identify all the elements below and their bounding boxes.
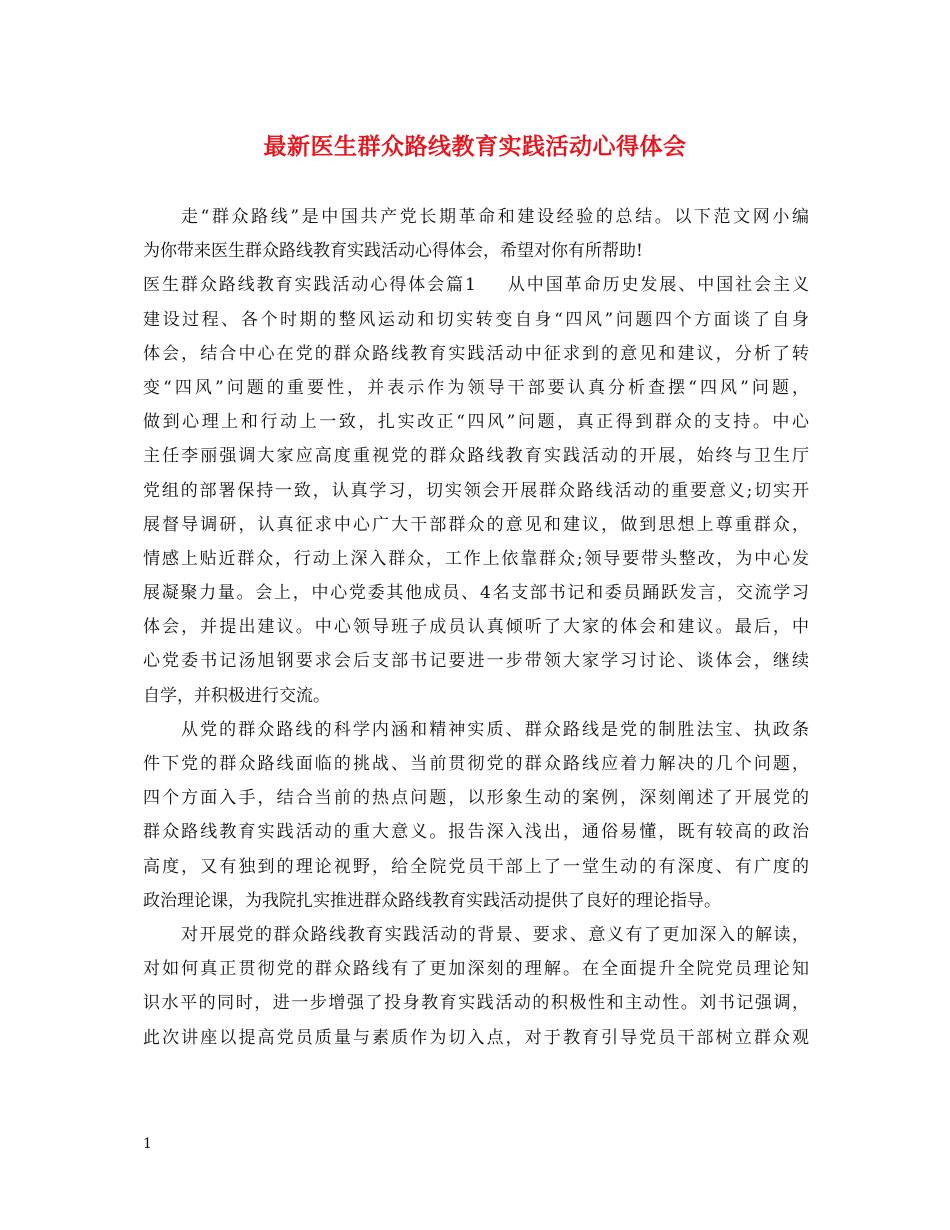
paragraph-line: 为你带来医生群众路线教育实践活动心得体会，希望对你有所帮助! xyxy=(143,241,643,262)
paragraph-line: 政治理论课，为我院扎实推进群众路线教育实践活动提供了良好的理论指导。 xyxy=(143,890,721,911)
paragraph-line: 展凝聚力量。会上，中心党委其他成员、4名支部书记和委员踊跃发言，交流学习 xyxy=(143,583,809,604)
paragraph-line: 展督导调研，认真征求中心广大干部群众的意见和建议，做到思想上尊重群众， xyxy=(143,514,809,535)
paragraph-line: 自学，并积极进行交流。 xyxy=(143,685,330,706)
paragraph-line: 体会，结合中心在党的群众路线教育实践活动中征求到的意见和建议，分析了转 xyxy=(143,343,809,364)
paragraph-line: 识水平的同时，进一步增强了投身教育实践活动的积极性和主动性。刘书记强调， xyxy=(143,993,809,1014)
paragraph-line: 高度，又有独到的理论视野，给全院党员干部上了一堂生动的有深度、有广度的 xyxy=(143,856,809,877)
paragraph-line xyxy=(143,268,809,302)
paragraph-line: 主任李丽强调大家应高度重视党的群众路线教育实践活动的开展，始终与卫生厅 xyxy=(143,446,809,467)
paragraph-line: 件下党的群众路线面临的挑战、当前贯彻党的群众路线应着力解决的几个问题， xyxy=(143,754,809,774)
paragraph-line: 做到心理上和行动上一致，扎实改正“四风”问题，真正得到群众的支持。中心 xyxy=(143,412,809,433)
paragraph-text: 从中国革命历史发展、中国社会主义 xyxy=(505,275,809,296)
paragraph-line: 情感上贴近群众，行动上深入群众，工作上依靠群众;领导要带头整改，为中心发 xyxy=(143,548,809,569)
paragraph-line: 对开展党的群众路线教育实践活动的背景、要求、意义有了更加深入的解读， xyxy=(181,924,809,945)
paragraph-line: 此次讲座以提高党员质量与素质作为切入点，对于教育引导党员干部树立群众观 xyxy=(143,1027,809,1048)
page-number: 1 xyxy=(143,1136,152,1152)
paragraph-line: 建设过程、各个时期的整风运动和切实转变自身“四风”问题四个方面谈了自身 xyxy=(143,309,809,330)
paragraph-line: 变“四风”问题的重要性，并表示作为领导干部要认真分析查摆“四风”问题， xyxy=(143,377,809,398)
paragraph-line: 四个方面入手，结合当前的热点问题，以形象生动的案例，深刻阐述了开展党的 xyxy=(143,788,809,809)
paragraph-line: 心党委书记汤旭钢要求会后支部书记要进一步带领大家学习讨论、谈体会，继续 xyxy=(143,651,809,672)
section-heading: 医生群众路线教育实践活动心得体会篇1 xyxy=(143,275,476,296)
paragraph-line: 对如何真正贯彻党的群众路线有了更加深刻的理解。在全面提升全院党员理论知 xyxy=(143,959,809,980)
paragraph-line: 从党的群众路线的科学内涵和精神实质、群众路线是党的制胜法宝、执政条 xyxy=(181,719,809,740)
paragraph-line: 党组的部署保持一致，认真学习，切实领会开展群众路线活动的重要意义;切实开 xyxy=(143,480,809,501)
document-title: 最新医生群众路线教育实践活动心得体会 xyxy=(263,134,687,160)
paragraph-line: 体会，并提出建议。中心领导班子成员认真倾听了大家的体会和建议。最后，中 xyxy=(143,617,809,638)
paragraph-line: 群众路线教育实践活动的重大意义。报告深入浅出，通俗易懂，既有较高的政治 xyxy=(143,822,809,843)
paragraph-line: 走“群众路线”是中国共产党长期革命和建设经验的总结。以下范文网小编 xyxy=(181,207,809,227)
document-body xyxy=(143,200,809,1055)
